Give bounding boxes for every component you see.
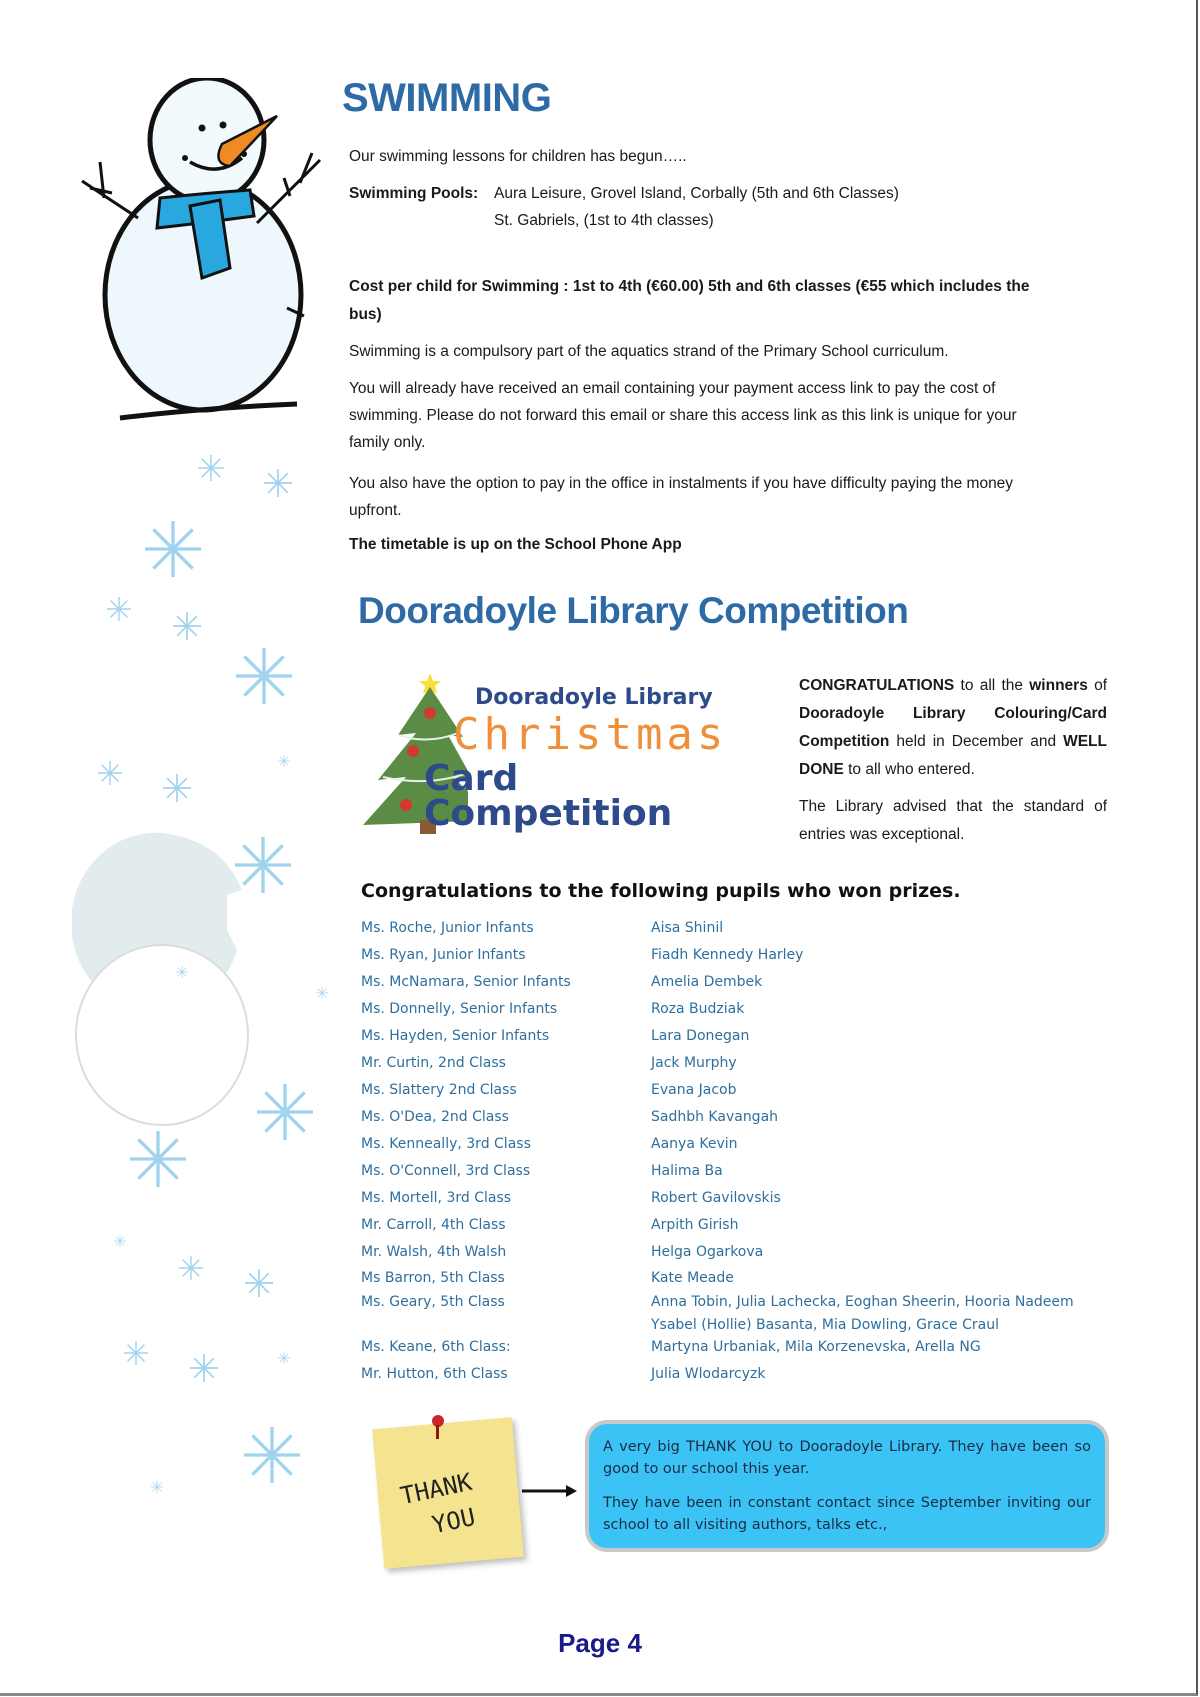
pupil-names: Aanya Kevin	[651, 1136, 738, 1152]
winner-row	[361, 1317, 1161, 1339]
congrats-text-2: of	[1087, 677, 1107, 694]
prizes-heading: Congratulations to the following pupils who won prizes.	[361, 880, 961, 902]
teacher-class: Ms. O'Dea, 2nd Class	[361, 1109, 509, 1125]
library-congrats-paragraph	[799, 672, 1107, 784]
email-line-1: You will already have received an email containing your payment access link to pay the cost of	[349, 380, 996, 397]
swimming-intro: Our swimming lessons for children has begun…..	[349, 148, 687, 165]
winner-row	[361, 1339, 1161, 1361]
pupil-names: Anna Tobin, Julia Lachecka, Eoghan Sheerin, Hooria Nadeem	[651, 1294, 1074, 1310]
teacher-class: Mr. Hutton, 6th Class	[361, 1366, 508, 1382]
note-thank: THANK	[397, 1467, 475, 1511]
pupil-names: Lara Donegan	[651, 1028, 750, 1044]
snowflake-decorations	[0, 0, 340, 1500]
winners-list	[361, 920, 1161, 1390]
pools-label: Swimming Pools:	[349, 185, 479, 202]
logo-card: Card	[424, 758, 519, 799]
pupil-names: Robert Gavilovskis	[651, 1190, 781, 1206]
pupil-names: Evana Jacob	[651, 1082, 737, 1098]
teacher-class: Mr. Walsh, 4th Walsh	[361, 1244, 507, 1260]
winner-row	[361, 1055, 1161, 1077]
winners-word: winners	[1029, 677, 1088, 694]
well-done-word: WELL DONE	[799, 733, 1107, 778]
pupil-names: Fiadh Kennedy Harley	[651, 947, 804, 963]
winner-row	[361, 1136, 1161, 1158]
library-standard-paragraph: The Library advised that the standard of entries was exceptional.	[799, 798, 1107, 843]
pupil-names: Halima Ba	[651, 1163, 723, 1179]
winner-row	[361, 1163, 1161, 1185]
winner-row	[361, 1028, 1161, 1050]
teacher-class: Ms. McNamara, Senior Infants	[361, 974, 571, 990]
winner-row	[361, 1190, 1161, 1212]
teacher-class: Ms. Ryan, Junior Infants	[361, 947, 526, 963]
winner-row	[361, 1109, 1161, 1131]
callout-paragraph-1: A very big THANK YOU to Dooradoyle Library. They have been so good to our school this year.	[603, 1439, 1091, 1477]
winner-row	[361, 1244, 1161, 1266]
winner-row	[361, 1082, 1161, 1104]
page-number: Page 4	[558, 1628, 642, 1658]
teacher-class: Ms Barron, 5th Class	[361, 1270, 505, 1286]
pools-line-2: St. Gabriels, (1st to 4th classes)	[494, 212, 714, 229]
thank-you-callout	[585, 1420, 1109, 1552]
winner-row	[361, 1270, 1161, 1292]
winner-row	[361, 1001, 1161, 1023]
teacher-class: Ms. O'Connell, 3rd Class	[361, 1163, 531, 1179]
winner-row	[361, 920, 1161, 942]
email-line-3: family only.	[349, 434, 426, 451]
teacher-class: Mr. Carroll, 4th Class	[361, 1217, 506, 1233]
winner-row	[361, 1366, 1161, 1388]
winner-row	[361, 974, 1161, 996]
winner-row	[361, 1217, 1161, 1239]
pupil-names: Arpith Girish	[651, 1217, 739, 1233]
pupil-names: Sadhbh Kavangah	[651, 1109, 779, 1125]
swimming-email-paragraph	[349, 375, 1017, 456]
teacher-class: Ms. Hayden, Senior Infants	[361, 1028, 550, 1044]
pools-line-1: Aura Leisure, Grovel Island, Corbally (5th and 6th Classes)	[494, 185, 899, 202]
instalments-line-2: upfront.	[349, 502, 402, 519]
pupil-names: Jack Murphy	[651, 1055, 737, 1071]
swimming-heading: SWIMMING	[342, 76, 552, 120]
pupil-names: Amelia Dembek	[651, 974, 763, 990]
teacher-class: Ms. Roche, Junior Infants	[361, 920, 534, 936]
congrats-word: CONGRATULATIONS	[799, 677, 955, 694]
swimming-cost-line-1: Cost per child for Swimming : 1st to 4th (€60.00) 5th and 6th classes (€55 which includes the	[349, 278, 1030, 295]
swimming-compulsory: Swimming is a compulsory part of the aquatics strand of the Primary School curriculum.	[349, 343, 949, 360]
note-you: YOU	[429, 1502, 478, 1540]
logo-competition: Competition	[424, 793, 673, 834]
congrats-text-4: to all who entered.	[843, 761, 975, 778]
pupil-names: Helga Ogarkova	[651, 1244, 764, 1260]
callout-paragraph-2: They have been in constant contact since September inviting our school to all visiting authors, talks etc.,	[603, 1495, 1091, 1533]
arrow-right-icon	[522, 1484, 577, 1498]
instalments-line-1: You also have the option to pay in the office in instalments if you have difficulty paying the money	[349, 475, 1014, 492]
teacher-class: Ms. Mortell, 3rd Class	[361, 1190, 512, 1206]
logo-christmas: Christmas	[453, 709, 728, 760]
push-pin-needle	[436, 1425, 439, 1439]
teacher-class: Ms. Slattery 2nd Class	[361, 1082, 517, 1098]
pupil-names: Ysabel (Hollie) Basanta, Mia Dowling, Grace Craul	[651, 1317, 999, 1333]
thank-you-sticky-note	[370, 1415, 530, 1575]
teacher-class: Ms. Keane, 6th Class:	[361, 1339, 511, 1355]
email-line-2: swimming. Please do not forward this email or share this access link as this link is unique for your	[349, 407, 1017, 424]
swimming-instalments-paragraph	[349, 470, 1013, 524]
library-heading: Dooradoyle Library Competition	[358, 590, 909, 631]
swimming-cost-line-2: bus)	[349, 306, 382, 323]
congrats-text-1: to all the	[954, 677, 1030, 694]
pupil-names: Julia Wlodarcyzk	[651, 1366, 766, 1382]
pupil-names: Aisa Shinil	[651, 920, 724, 936]
christmas-card-competition-logo	[358, 665, 773, 845]
teacher-class: Mr. Curtin, 2nd Class	[361, 1055, 506, 1071]
swimming-pools	[349, 180, 1089, 229]
pupil-names: Kate Meade	[651, 1270, 734, 1286]
teacher-class: Ms. Kenneally, 3rd Class	[361, 1136, 531, 1152]
winner-row	[361, 1294, 1161, 1316]
pupil-names: Martyna Urbaniak, Mila Korzenevska, Arella NG	[651, 1339, 981, 1355]
pupil-names: Roza Budziak	[651, 1001, 745, 1017]
teacher-class: Ms. Geary, 5th Class	[361, 1294, 505, 1310]
logo-library-name: Dooradoyle Library	[475, 685, 713, 710]
swimming-timetable-note: The timetable is up on the School Phone App	[349, 536, 682, 553]
winner-row	[361, 947, 1161, 969]
congrats-text-3: held in December and	[889, 733, 1064, 750]
teacher-class: Ms. Donnelly, Senior Infants	[361, 1001, 558, 1017]
competition-name: Dooradoyle Library Colouring/Card Competition	[799, 705, 1107, 750]
